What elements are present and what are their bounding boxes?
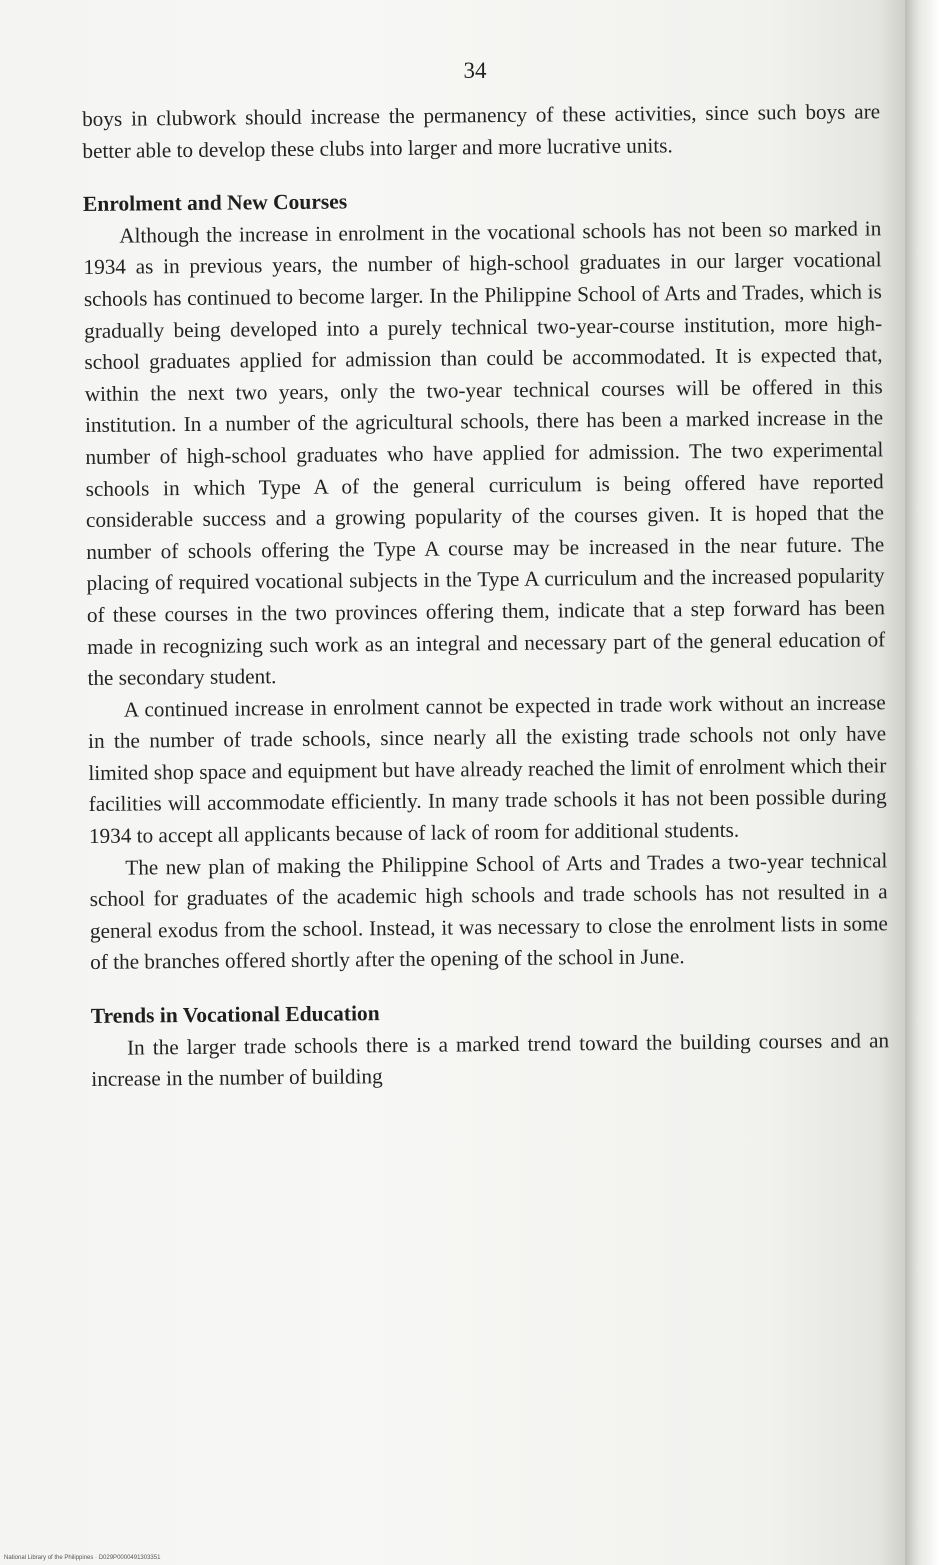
section-heading-trends: Trends in Vocational Education: [90, 1001, 380, 1028]
paragraph-continued: boys in clubwork should increase the permanency of these activities, since such boys are better able to develop these clubs into larger and more lucrative units.: [82, 99, 881, 163]
section-heading-enrolment: Enrolment and New Courses: [82, 189, 348, 217]
paragraph-enrolment: Although the increase in enrolment in the vocational schools has not been so marked in 1934 as in previous years, the number of high-school graduates in our larger vocational schools has continued to become larger. In the Philippine School of Arts and Trades, which is gradually being developed into a purely technical two-year-course institution, more high-school graduates applied for admission than could be accommodated. It is expected that, within the next two years, only the two-year technical courses will be offered in this institution. In a number of the agricultural schools, there has been a marked increase in the number of high-school graduates who have applied for admission. The two experimental schools in which Type A of the general curriculum is being offered have reported considerable success and a growing popularity of the courses given. It is hoped that the number of schools offering the Type A course may be increased in the near future. The placing of required vocational subjects in the Type A curriculum and the increased popularity of these courses in the two provinces offering them, indicate that a step forward has been made in recognizing such work as an integral and necessary part of the general education of the secondary student.: [83, 216, 886, 691]
paragraph-new-plan: The new plan of making the Philippine School of Arts and Trades a two-year technical school for graduates of the academic high schools and trade schools has not resulted in a general exodus from the school. Instead, it was necessary to close the enrolment lists in some of the branches offered shortly after the opening of the school in June.: [89, 847, 889, 975]
page-body: [82, 96, 889, 1095]
paragraph-trade-work: A continued increase in enrolment cannot be expected in trade work without an increase in the number of trade schools, since nearly all the existing trade schools not only have limited shop space and equipment but have already reached the limit of enrolment which their facilities will accommodate efficiently. In many trade schools it has not been possible during 1934 to accept all applicants because of lack of room for additional students.: [88, 690, 887, 849]
page-edge-shadow: [905, 0, 939, 1565]
paragraph-trends: In the larger trade schools there is a marked trend toward the building courses and an increase in the number of building: [91, 1027, 890, 1092]
scan-footer-note: National Library of the Philippines · D029P0000491303351: [4, 1555, 161, 1561]
page-number: 34: [463, 58, 487, 83]
